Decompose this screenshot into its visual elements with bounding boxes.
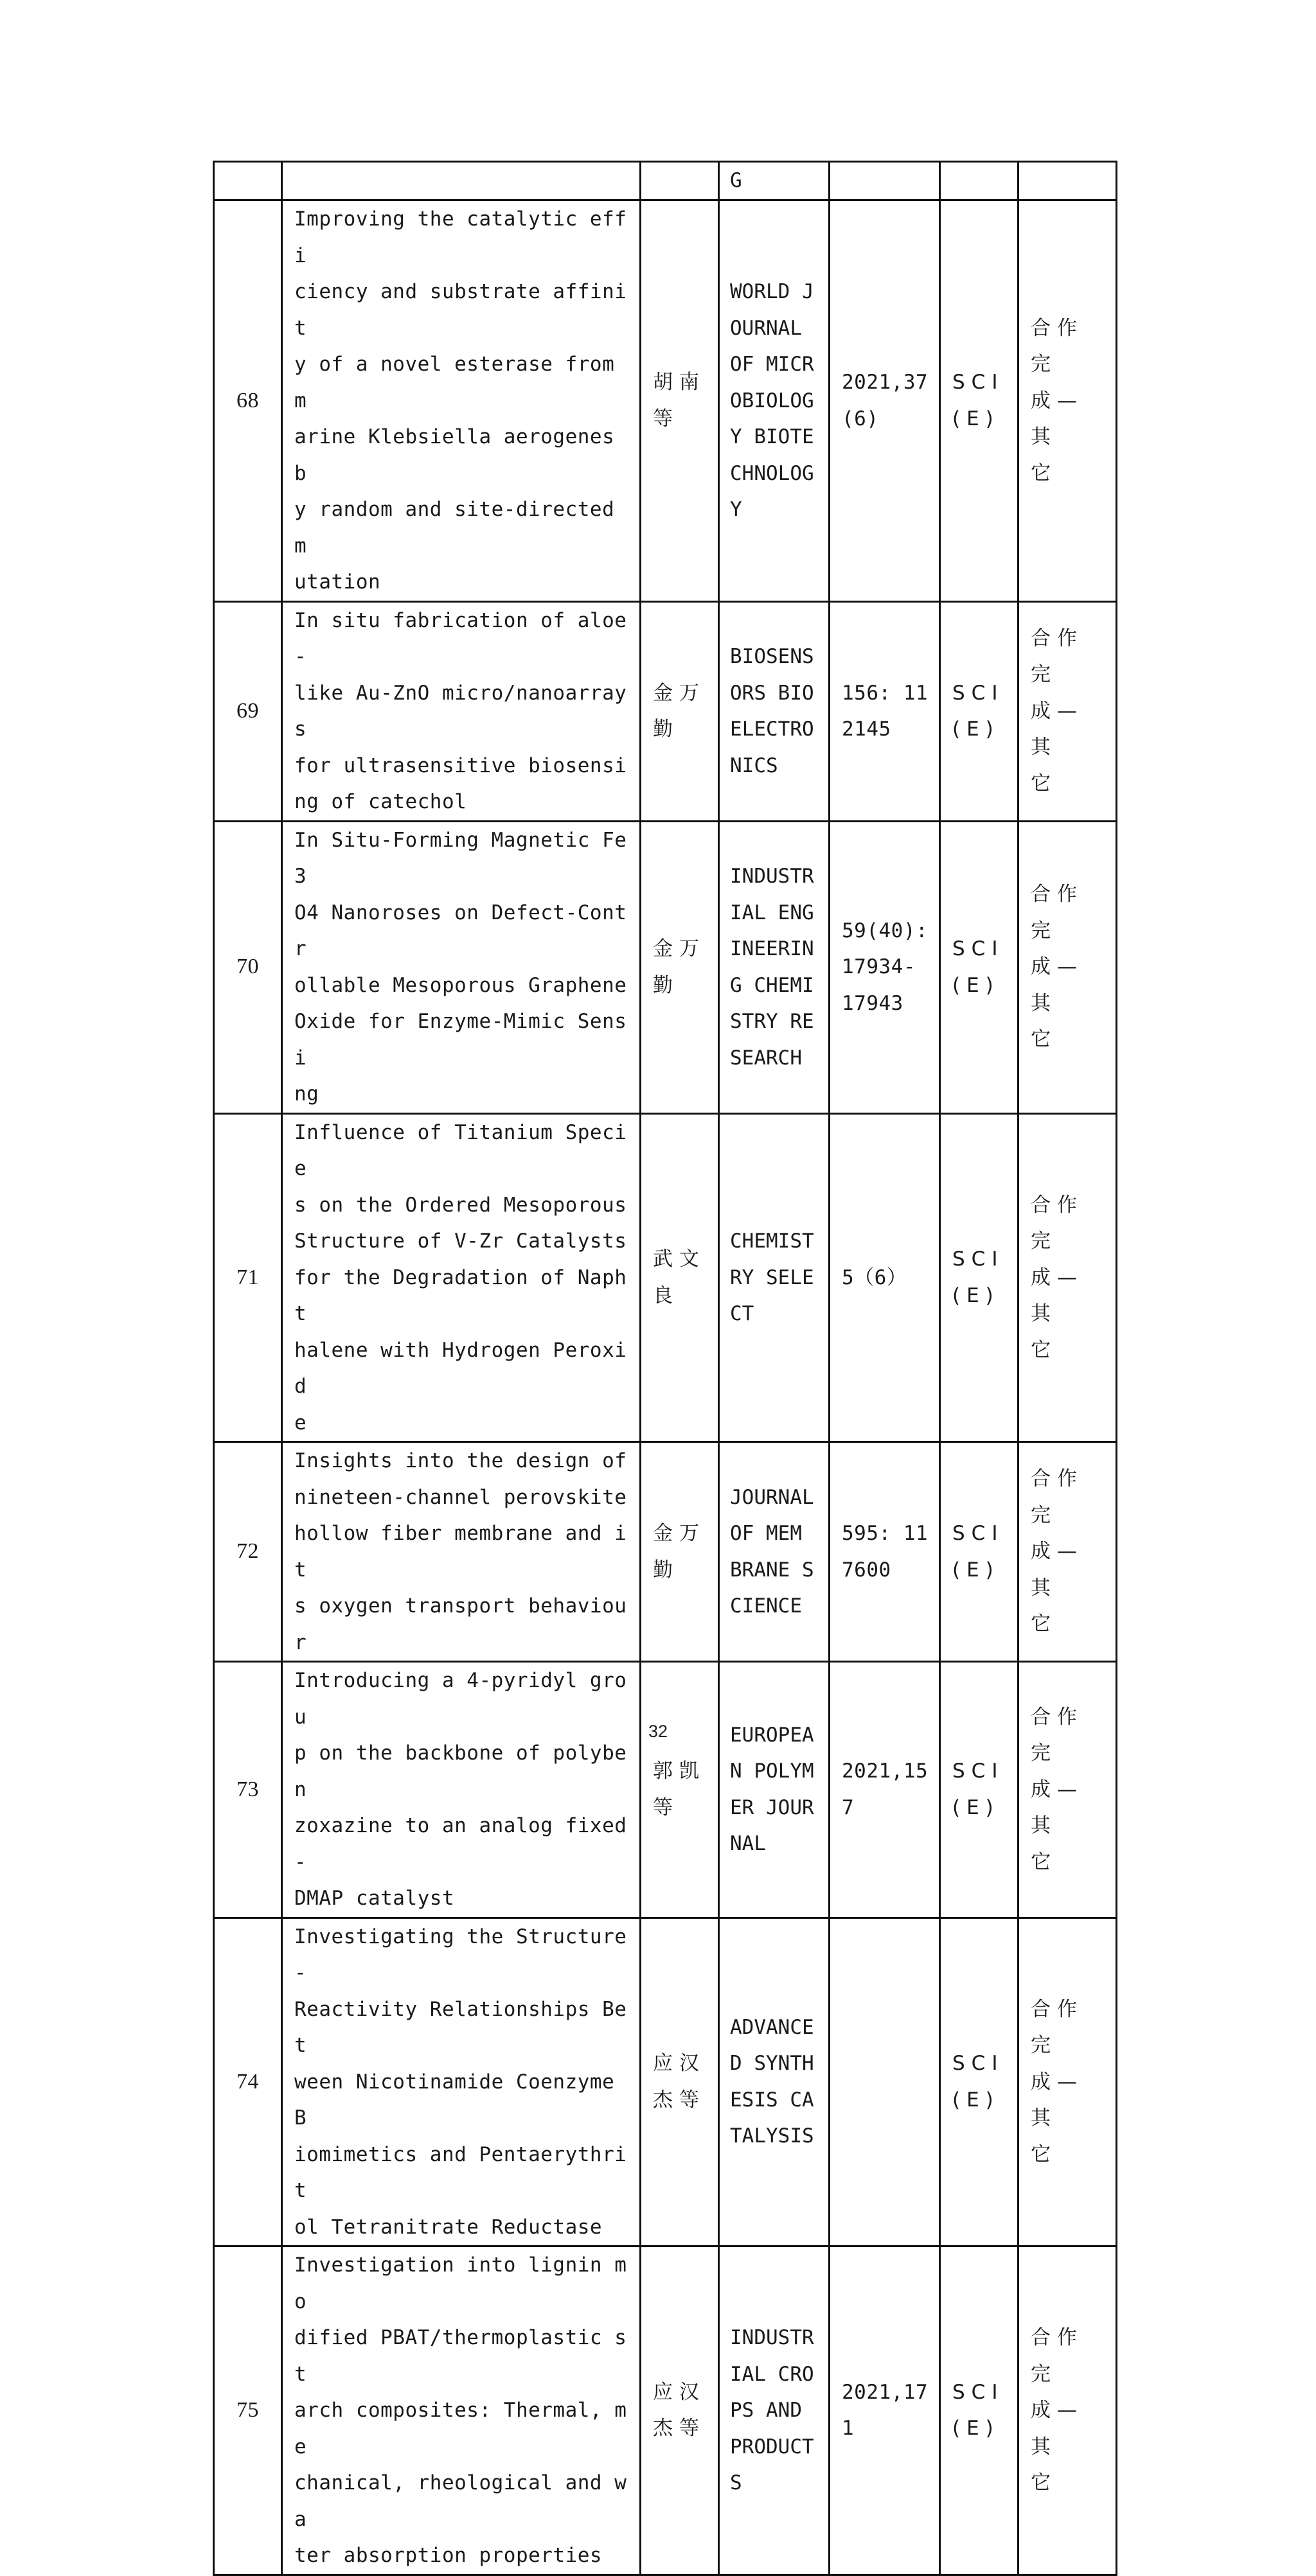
cell-title: [282, 162, 641, 200]
cell-title: Improving the catalytic effi ciency and substrate affinit y of a novel esterase from m arine Klebsiella aerogenes b y random and site-directed m utation: [282, 200, 641, 602]
cell-journal: INDUSTR IAL ENG INEERIN G CHEMI STRY RE SEARCH: [719, 821, 830, 1113]
table-row: [214, 2246, 1117, 2575]
cell-no: [214, 162, 282, 200]
cell-type: 合作完 成—其 它: [1018, 200, 1117, 602]
table-row: [214, 821, 1117, 1113]
table-row: [214, 1662, 1117, 1918]
cell-no: 71: [214, 1113, 282, 1442]
cell-author: 应汉 杰等: [641, 2246, 719, 2575]
cell-index: SCI (E): [940, 601, 1018, 821]
cell-volume: 59(40): 17934- 17943: [830, 821, 940, 1113]
cell-no: 70: [214, 821, 282, 1113]
cell-index: SCI (E): [940, 2246, 1018, 2575]
cell-journal: BIOSENS ORS BIO ELECTRO NICS: [719, 601, 830, 821]
table-row: [214, 1918, 1117, 2246]
publication-table: [213, 161, 1117, 2576]
cell-type: 合作完 成—其 它: [1018, 821, 1117, 1113]
table-row: [214, 1442, 1117, 1662]
cell-no: 74: [214, 1918, 282, 2246]
cell-type: 合作完 成—其 它: [1018, 1442, 1117, 1662]
cell-index: SCI (E): [940, 200, 1018, 602]
cell-title: Investigating the Structure- Reactivity Relationships Bet ween Nicotinamide Coenzyme B iomimetics and Pentaerythrit ol Tetranitrate Reductase: [282, 1918, 641, 2246]
cell-title: Influence of Titanium Specie s on the Ordered Mesoporous Structure of V-Zr Catalysts for the Degradation of Napht halene with Hydrogen Peroxid e: [282, 1113, 641, 1442]
cell-volume: [830, 162, 940, 200]
cell-title: In situ fabrication of aloe- like Au-ZnO micro/nanoarrays for ultrasensitive biosensi ng of catechol: [282, 601, 641, 821]
cell-volume: 156: 11 2145: [830, 601, 940, 821]
cell-author: 金万 勤: [641, 821, 719, 1113]
cell-title: Insights into the design of nineteen-channel perovskite hollow fiber membrane and it s oxygen transport behaviour: [282, 1442, 641, 1662]
cell-type: 合作完 成—其 它: [1018, 601, 1117, 821]
cell-journal: EUROPEA N POLYM ER JOUR NAL: [719, 1662, 830, 1918]
cell-title: Investigation into lignin mo dified PBAT/thermoplastic st arch composites: Thermal, me chanical, rheological and wa ter absorption properties: [282, 2246, 641, 2575]
cell-journal: WORLD J OURNAL OF MICR OBIOLOG Y BIOTE CHNOLOG Y: [719, 200, 830, 602]
cell-type: 合作完 成—其 它: [1018, 1113, 1117, 1442]
cell-index: SCI (E): [940, 821, 1018, 1113]
cell-no: 75: [214, 2246, 282, 2575]
table-row: [214, 200, 1117, 602]
cell-type: 合作完 成—其 它: [1018, 1918, 1117, 2246]
cell-no: 73: [214, 1662, 282, 1918]
cell-author: 金万 勤: [641, 1442, 719, 1662]
cell-author: 应汉 杰等: [641, 1918, 719, 2246]
cell-volume: 2021,15 7: [830, 1662, 940, 1918]
cell-no: 69: [214, 601, 282, 821]
cell-volume: 595: 11 7600: [830, 1442, 940, 1662]
cell-volume: [830, 1918, 940, 2246]
cell-title: Introducing a 4-pyridyl grou p on the backbone of polyben zoxazine to an analog fixed- DMAP catalyst: [282, 1662, 641, 1918]
cell-author: 郭凯 等: [641, 1662, 719, 1918]
cell-type: [1018, 162, 1117, 200]
cell-volume: 2021,17 1: [830, 2246, 940, 2575]
table-row: [214, 1113, 1117, 1442]
continuation-row: [214, 162, 1117, 200]
cell-title: In Situ-Forming Magnetic Fe3 O4 Nanoroses on Defect-Contr ollable Mesoporous Graphene Oxide for Enzyme-Mimic Sensi ng: [282, 821, 641, 1113]
cell-volume: 5（6）: [830, 1113, 940, 1442]
cell-journal: CHEMIST RY SELE CT: [719, 1113, 830, 1442]
cell-journal: INDUSTR IAL CRO PS AND PRODUCT S: [719, 2246, 830, 2575]
cell-author: 胡南 等: [641, 200, 719, 602]
cell-author: [641, 162, 719, 200]
page-number: 32: [648, 1722, 668, 1741]
cell-index: SCI (E): [940, 1442, 1018, 1662]
cell-journal: ADVANCE D SYNTH ESIS CA TALYSIS: [719, 1918, 830, 2246]
cell-author: 金万 勤: [641, 601, 719, 821]
cell-index: [940, 162, 1018, 200]
cell-type: 合作完 成—其 它: [1018, 1662, 1117, 1918]
cell-journal: G: [719, 162, 830, 200]
cell-journal: JOURNAL OF MEM BRANE S CIENCE: [719, 1442, 830, 1662]
cell-no: 72: [214, 1442, 282, 1662]
cell-index: SCI (E): [940, 1918, 1018, 2246]
cell-type: 合作完 成—其 它: [1018, 2246, 1117, 2575]
cell-no: 68: [214, 200, 282, 602]
cell-index: SCI (E): [940, 1662, 1018, 1918]
cell-volume: 2021,37 (6): [830, 200, 940, 602]
cell-author: 武文 良: [641, 1113, 719, 1442]
cell-index: SCI (E): [940, 1113, 1018, 1442]
table-row: [214, 601, 1117, 821]
